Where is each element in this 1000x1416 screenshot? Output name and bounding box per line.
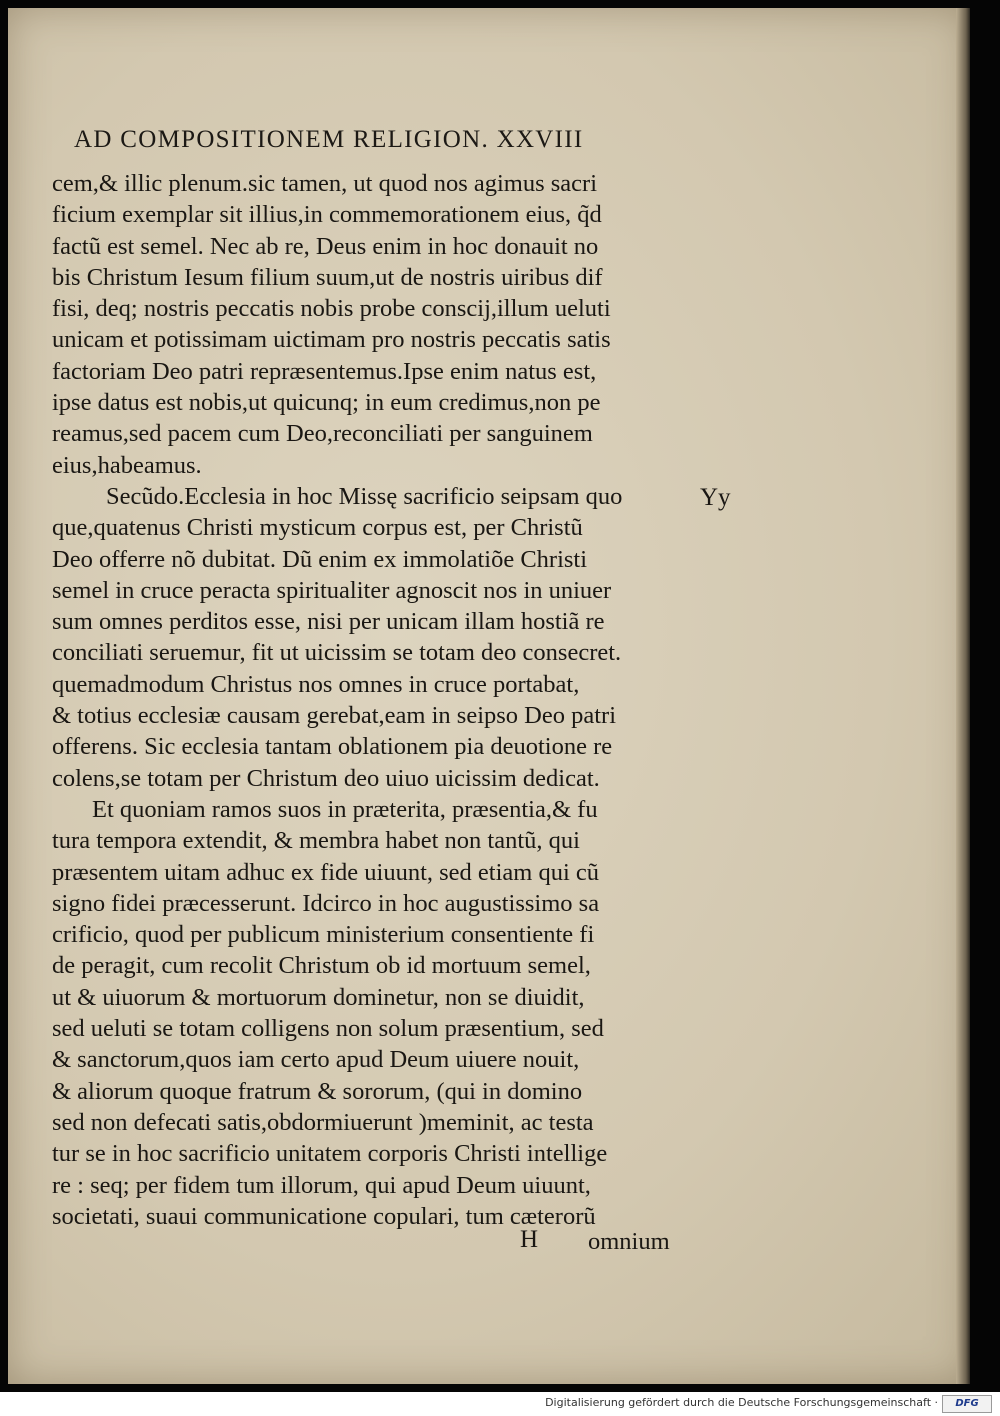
- catchword: omnium: [588, 1228, 670, 1255]
- signature-mark: H: [520, 1226, 539, 1253]
- text-line: Et quoniam ramos suos in præterita, præsentia,& fu: [92, 795, 598, 823]
- text-line: re : seq; per fidem tum illorum, qui apud Deum uiuunt,: [52, 1171, 591, 1199]
- text-line: & sanctorum,quos iam certo apud Deum uiuere nouit,: [52, 1046, 580, 1074]
- text-line: offerens. Sic ecclesia tantam oblationem pia deuotione re: [52, 733, 613, 761]
- text-line: factoriam Deo patri repræsentemus.Ipse enim natus est,: [52, 357, 597, 385]
- text-line: signo fidei præcesserunt. Idcirco in hoc augustissimo sa: [52, 889, 600, 917]
- text-line: eius,habeamus.: [52, 451, 202, 479]
- text-line: semel in cruce peracta spiritualiter agnoscit nos in uniuer: [52, 576, 612, 604]
- text-line: sum omnes perditos esse, nisi per unicam illam hostiã re: [52, 608, 605, 636]
- footer-bar: [0, 1392, 1000, 1416]
- text-line: sed ueluti se totam colligens non solum præsentium, sed: [52, 1015, 604, 1043]
- text-line: Secũdo.Ecclesia in hoc Missę sacrificio seipsam quo: [106, 482, 623, 510]
- text-line: bis Christum Iesum filium suum,ut de nostris uiribus dif: [52, 263, 603, 291]
- text-line: colens,se totam per Christum deo uiuo uicissim dedicat.: [52, 764, 600, 792]
- book-page: [8, 8, 970, 1384]
- text-line: fisi, deq; nostris peccatis nobis probe conscij,illum ueluti: [52, 295, 611, 323]
- text-line: tur se in hoc sacrificio unitatem corporis Christi intellige: [52, 1140, 608, 1168]
- text-line: de peragit, cum recolit Christum ob id mortuum semel,: [52, 952, 591, 980]
- text-line: sed non defecati satis,obdormiuerunt )meminit, ac testa: [52, 1108, 594, 1136]
- text-line: quemadmodum Christus nos omnes in cruce portabat,: [52, 670, 580, 698]
- text-line: crificio, quod per publicum ministerium consentiente fi: [52, 921, 595, 949]
- funding-credit: Digitalisierung gefördert durch die Deutsche Forschungsgemeinschaft ·: [545, 1396, 938, 1409]
- text-line: ficium exemplar sit illius,in commemorationem eius, q̃d: [52, 201, 602, 229]
- page-gutter: [956, 8, 970, 1384]
- text-line: Deo offerre nõ dubitat. Dũ enim ex immolatiõe Christi: [52, 545, 588, 573]
- text-line: & aliorum quoque fratrum & sororum, (qui in domino: [52, 1077, 583, 1105]
- text-line: reamus,sed pacem cum Deo,reconciliati per sanguinem: [52, 420, 593, 448]
- dfg-logo-icon: DFG: [942, 1395, 992, 1413]
- margin-note: Yy: [700, 484, 731, 511]
- text-line: factũ est semel. Nec ab re, Deus enim in hoc donauit no: [52, 232, 599, 260]
- body-text: [52, 168, 692, 1232]
- text-line: ut & uiuorum & mortuorum dominetur, non se diuidit,: [52, 983, 585, 1011]
- text-line: societati, suaui communicatione copulari, tum cæterorũ: [52, 1202, 596, 1230]
- text-line: præsentem uitam adhuc ex fide uiuunt, sed etiam qui cũ: [52, 858, 600, 886]
- text-line: conciliati seruemur, fit ut uicissim se totam deo consecret.: [52, 639, 622, 667]
- running-head: AD COMPOSITIONEM RELIGION. XXVIII: [74, 126, 584, 153]
- text-line: cem,& illic plenum.sic tamen, ut quod nos agimus sacri: [52, 170, 598, 197]
- text-line: ipse datus est nobis,ut quicunq; in eum credimus,non pe: [52, 389, 601, 417]
- text-line: tura tempora extendit, & membra habet non tantũ, qui: [52, 827, 580, 855]
- text-line: unicam et potissimam uictimam pro nostris peccatis satis: [52, 326, 611, 354]
- text-line: que,quatenus Christi mysticum corpus est, per Christũ: [52, 514, 583, 542]
- text-line: & totius ecclesiæ causam gerebat,eam in seipso Deo patri: [52, 702, 617, 730]
